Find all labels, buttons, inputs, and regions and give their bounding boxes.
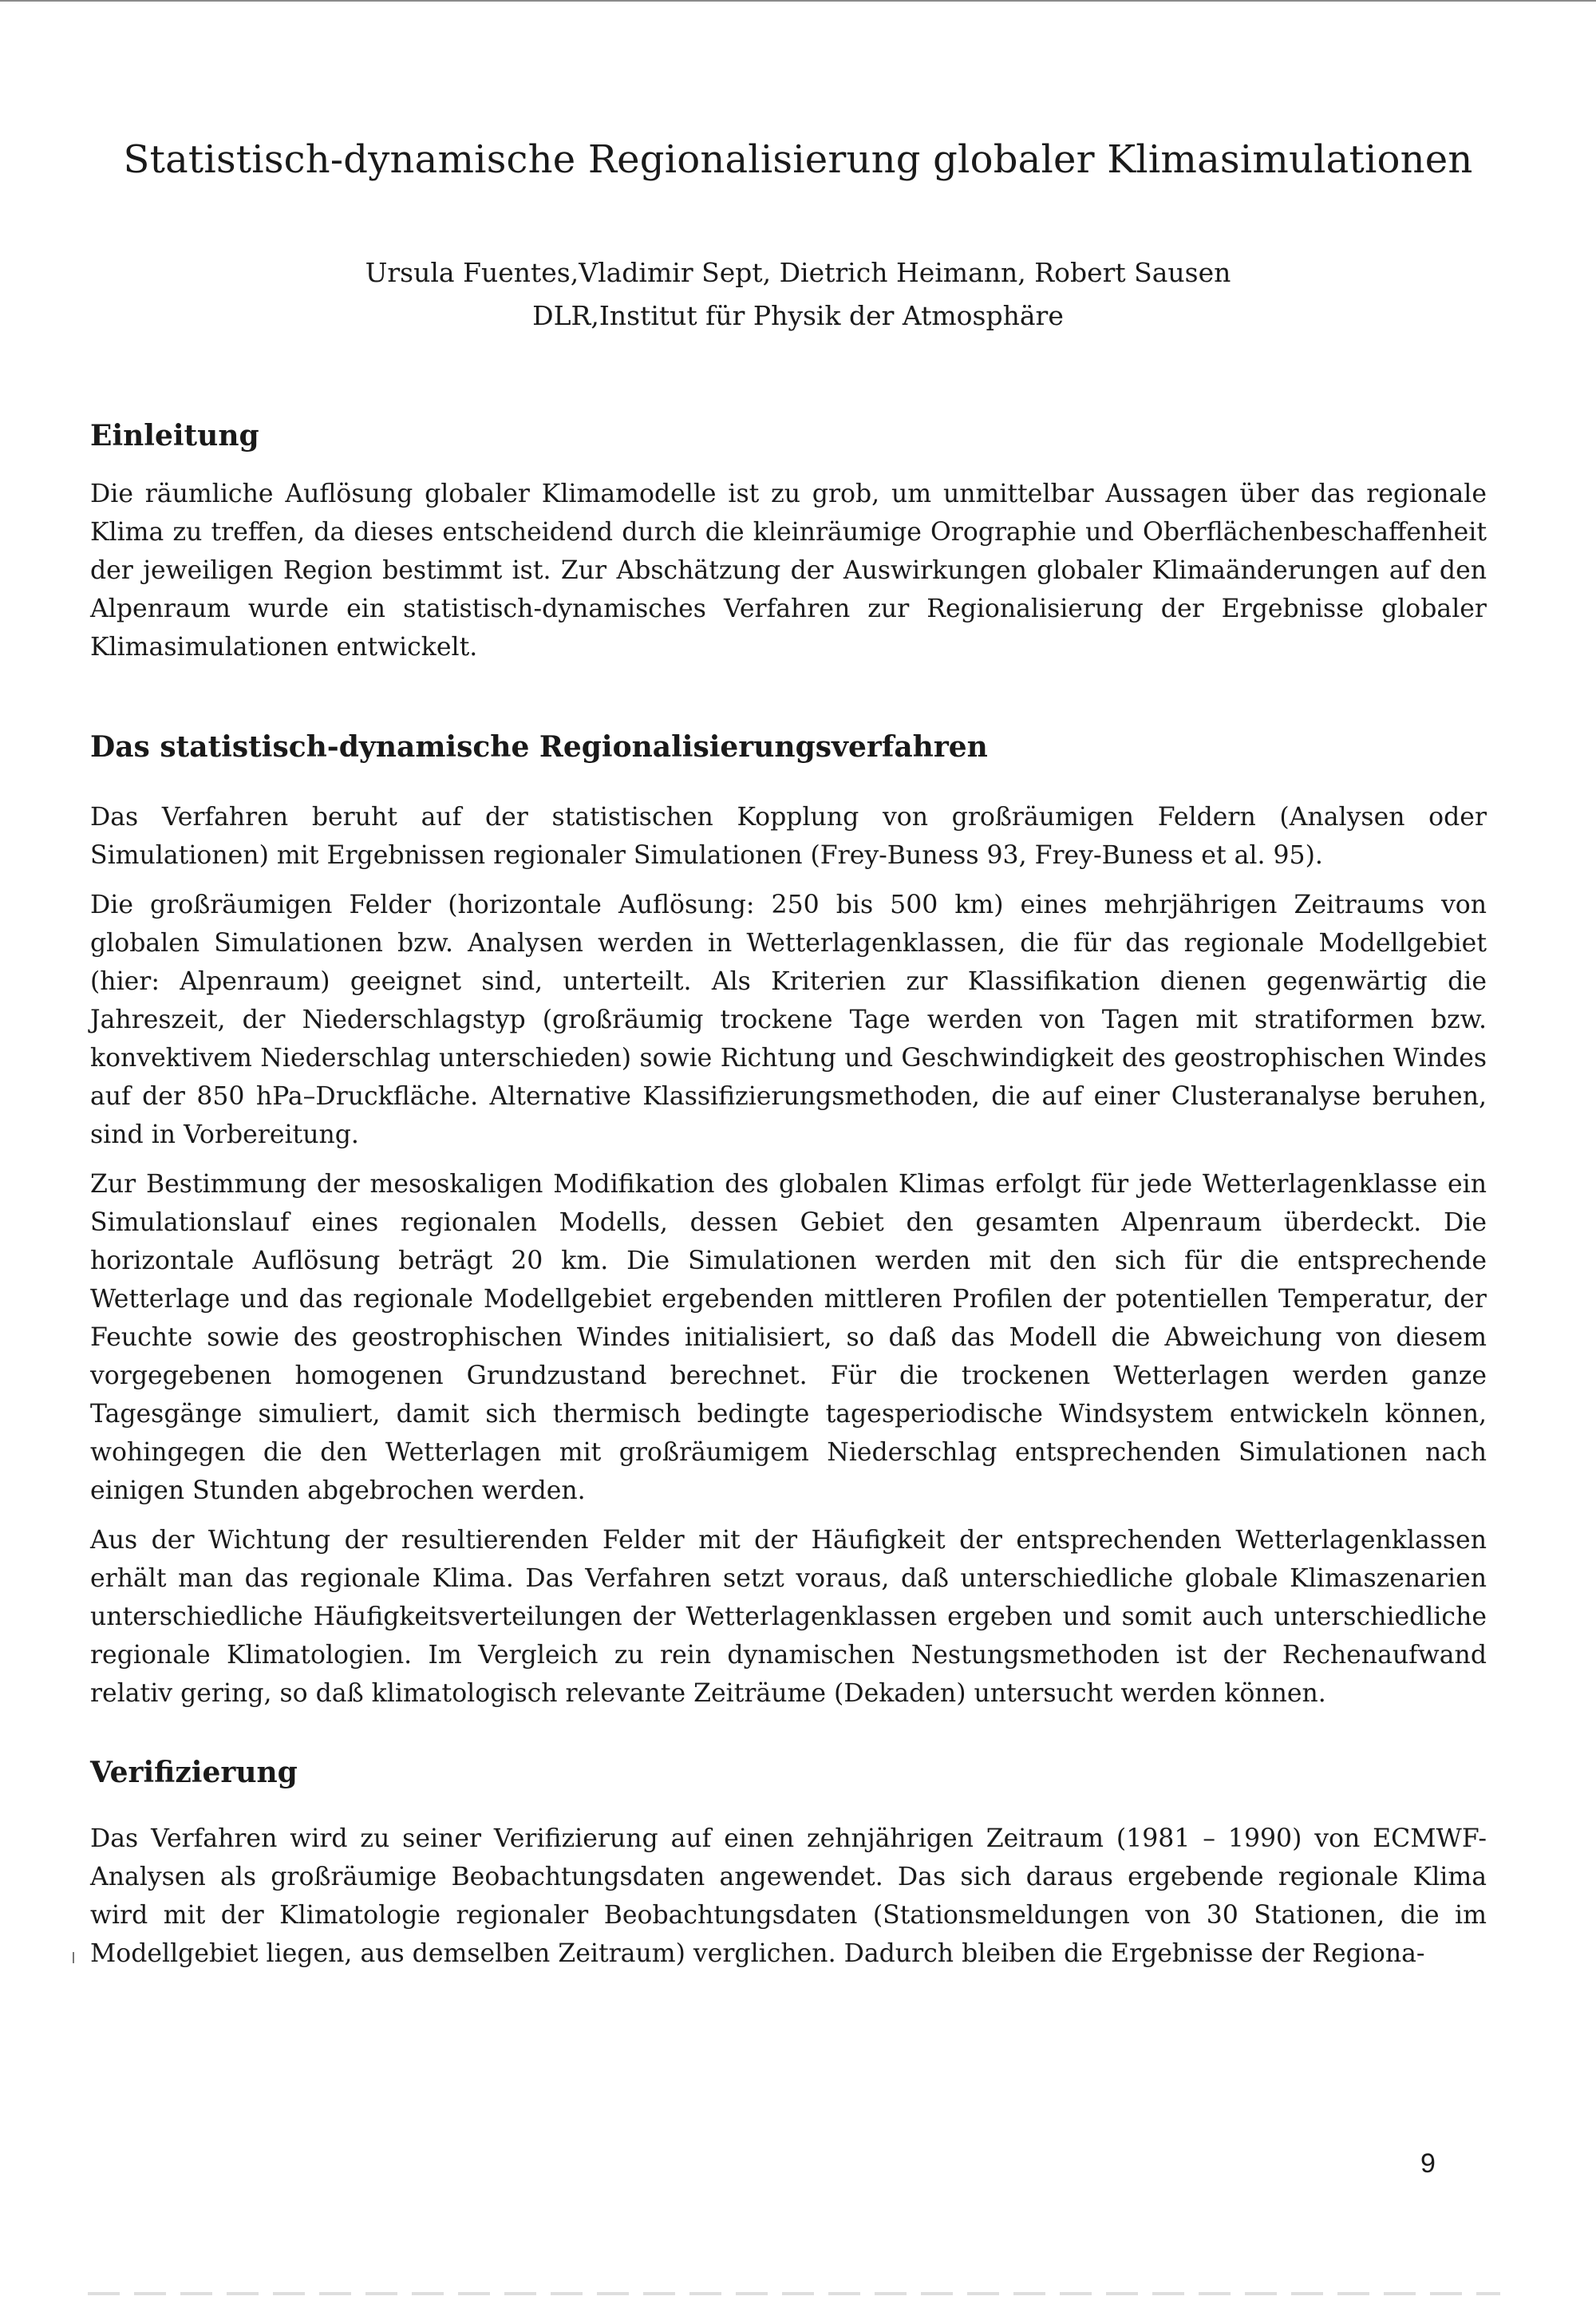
authors: Ursula Fuentes,Vladimir Sept, Dietrich Heimann, Robert Sausen [365, 257, 1231, 288]
page-title: Statistisch-dynamische Regionalisierung globaler Klimasimulationen [123, 137, 1473, 182]
paragraph: Aus der Wichtung der resultierenden Felder mit der Häufigkeit der entsprechenden Wetterlagenklassen erhält man das regionale Klima. Das Verfahren setzt voraus, daß unterschiedliche globale Klimaszenarien unterschiedliche Häufigkeitsverteilungen der Wetterlagenklassen ergeben und somit auch unterschiedliche regionale Klimatologien. Im Vergleich zu rein dynamischen Nestungsmethoden ist der Rechenaufwand relativ gering, so daß klimatologisch relevante Zeiträume (Dekaden) untersucht werden können. [90, 1526, 1487, 1708]
section-body-verifizierung [90, 1820, 1487, 1984]
paragraph: Zur Bestimmung der mesoskaligen Modifikation des globalen Klimas erfolgt für jede Wetterlagenklasse ein Simulationslauf eines regionalen Modells, dessen Gebiet den gesamten Alpenraum überdeckt. Die horizontale Auflösung beträgt 20 km. Die Simulationen werden mit den sich für die entsprechende Wetterlage und das regionale Modellgebiet ergebenden mittleren Profilen der potentiellen Temperatur, der Feuchte sowie des geostrophischen Windes initialisiert, so daß das Modell die Abweichung von diesem vorgegebenen homogenen Grundzustand berechnet. Für die trockenen Wetterlagen werden ganze Tagesgänge simuliert, damit sich thermisch bedingte tagesperiodische Windsystem entwickeln können, wohingegen die den Wetterlagen mit großräumigem Niederschlag entsprechenden Simulationen nach einigen Stunden abgebrochen werden. [90, 1170, 1487, 1505]
paragraph: Das Verfahren wird zu seiner Verifizierung auf einen zehnjährigen Zeitraum (1981 – 1990) von ECMWF-Analysen als großräumige Beobachtungsdaten angewendet. Das sich daraus ergebende regionale Klima wird mit der Klimatologie regionaler Beobachtungsdaten (Stationsmeldungen von 30 Stationen, die im Modellgebiet liegen, aus demselben Zeitraum) verglichen. Dadurch bleiben die Ergebnisse der Regiona- [90, 1824, 1487, 1968]
section-heading-verfahren: Das statistisch-dynamische Regionalisierungsverfahren [90, 730, 988, 764]
author-block [80, 251, 1516, 338]
bottom-edge [88, 2292, 1500, 2295]
affiliation: DLR,Institut für Physik der Atmosphäre [532, 300, 1064, 331]
top-rule [0, 0, 1596, 2]
section-body-verfahren [90, 798, 1487, 1724]
margin-mark [73, 1952, 74, 1963]
section-heading-verifizierung: Verifizierung [90, 1756, 298, 1789]
paragraph: Die großräumigen Felder (horizontale Auflösung: 250 bis 500 km) eines mehrjährigen Zeitraums von globalen Simulationen bzw. Analysen werden in Wetterlagenklassen, die für das regionale Modellgebiet (hier: Alpenraum) geeignet sind, unterteilt. Als Kriterien zur Klassifikation dienen gegenwärtig die Jahreszeit, der Niederschlagstyp (großräumig trockene Tage werden von Tagen mit stratiformen bzw. konvektivem Niederschlag unterschieden) sowie Richtung und Geschwindigkeit des geostrophischen Windes auf der 850 hPa–Druckfläche. Alternative Klassifizierungsmethoden, die auf einer Clusteranalyse beruhen, sind in Vorbereitung. [90, 891, 1487, 1149]
page-number: 9 [1420, 2148, 1436, 2179]
paragraph: Das Verfahren beruht auf der statistischen Kopplung von großräumigen Feldern (Analysen oder Simulationen) mit Ergebnissen regionaler Simulationen (Frey-Buness 93, Frey-Buness et al. 95). [90, 803, 1487, 870]
section-heading-einleitung: Einleitung [90, 419, 259, 453]
section-body-einleitung [90, 475, 1487, 678]
paragraph: Die räumliche Auflösung globaler Klimamodelle ist zu grob, um unmittelbar Aussagen über das regionale Klima zu treffen, da dieses entscheidend durch die kleinräumige Orographie und Oberflächenbeschaffenheit der jeweiligen Region bestimmt ist. Zur Abschätzung der Auswirkungen globaler Klimaänderungen auf den Alpenraum wurde ein statistisch-dynamisches Verfahren zur Regionalisierung der Ergebnisse globaler Klimasimulationen entwickelt. [90, 480, 1487, 662]
